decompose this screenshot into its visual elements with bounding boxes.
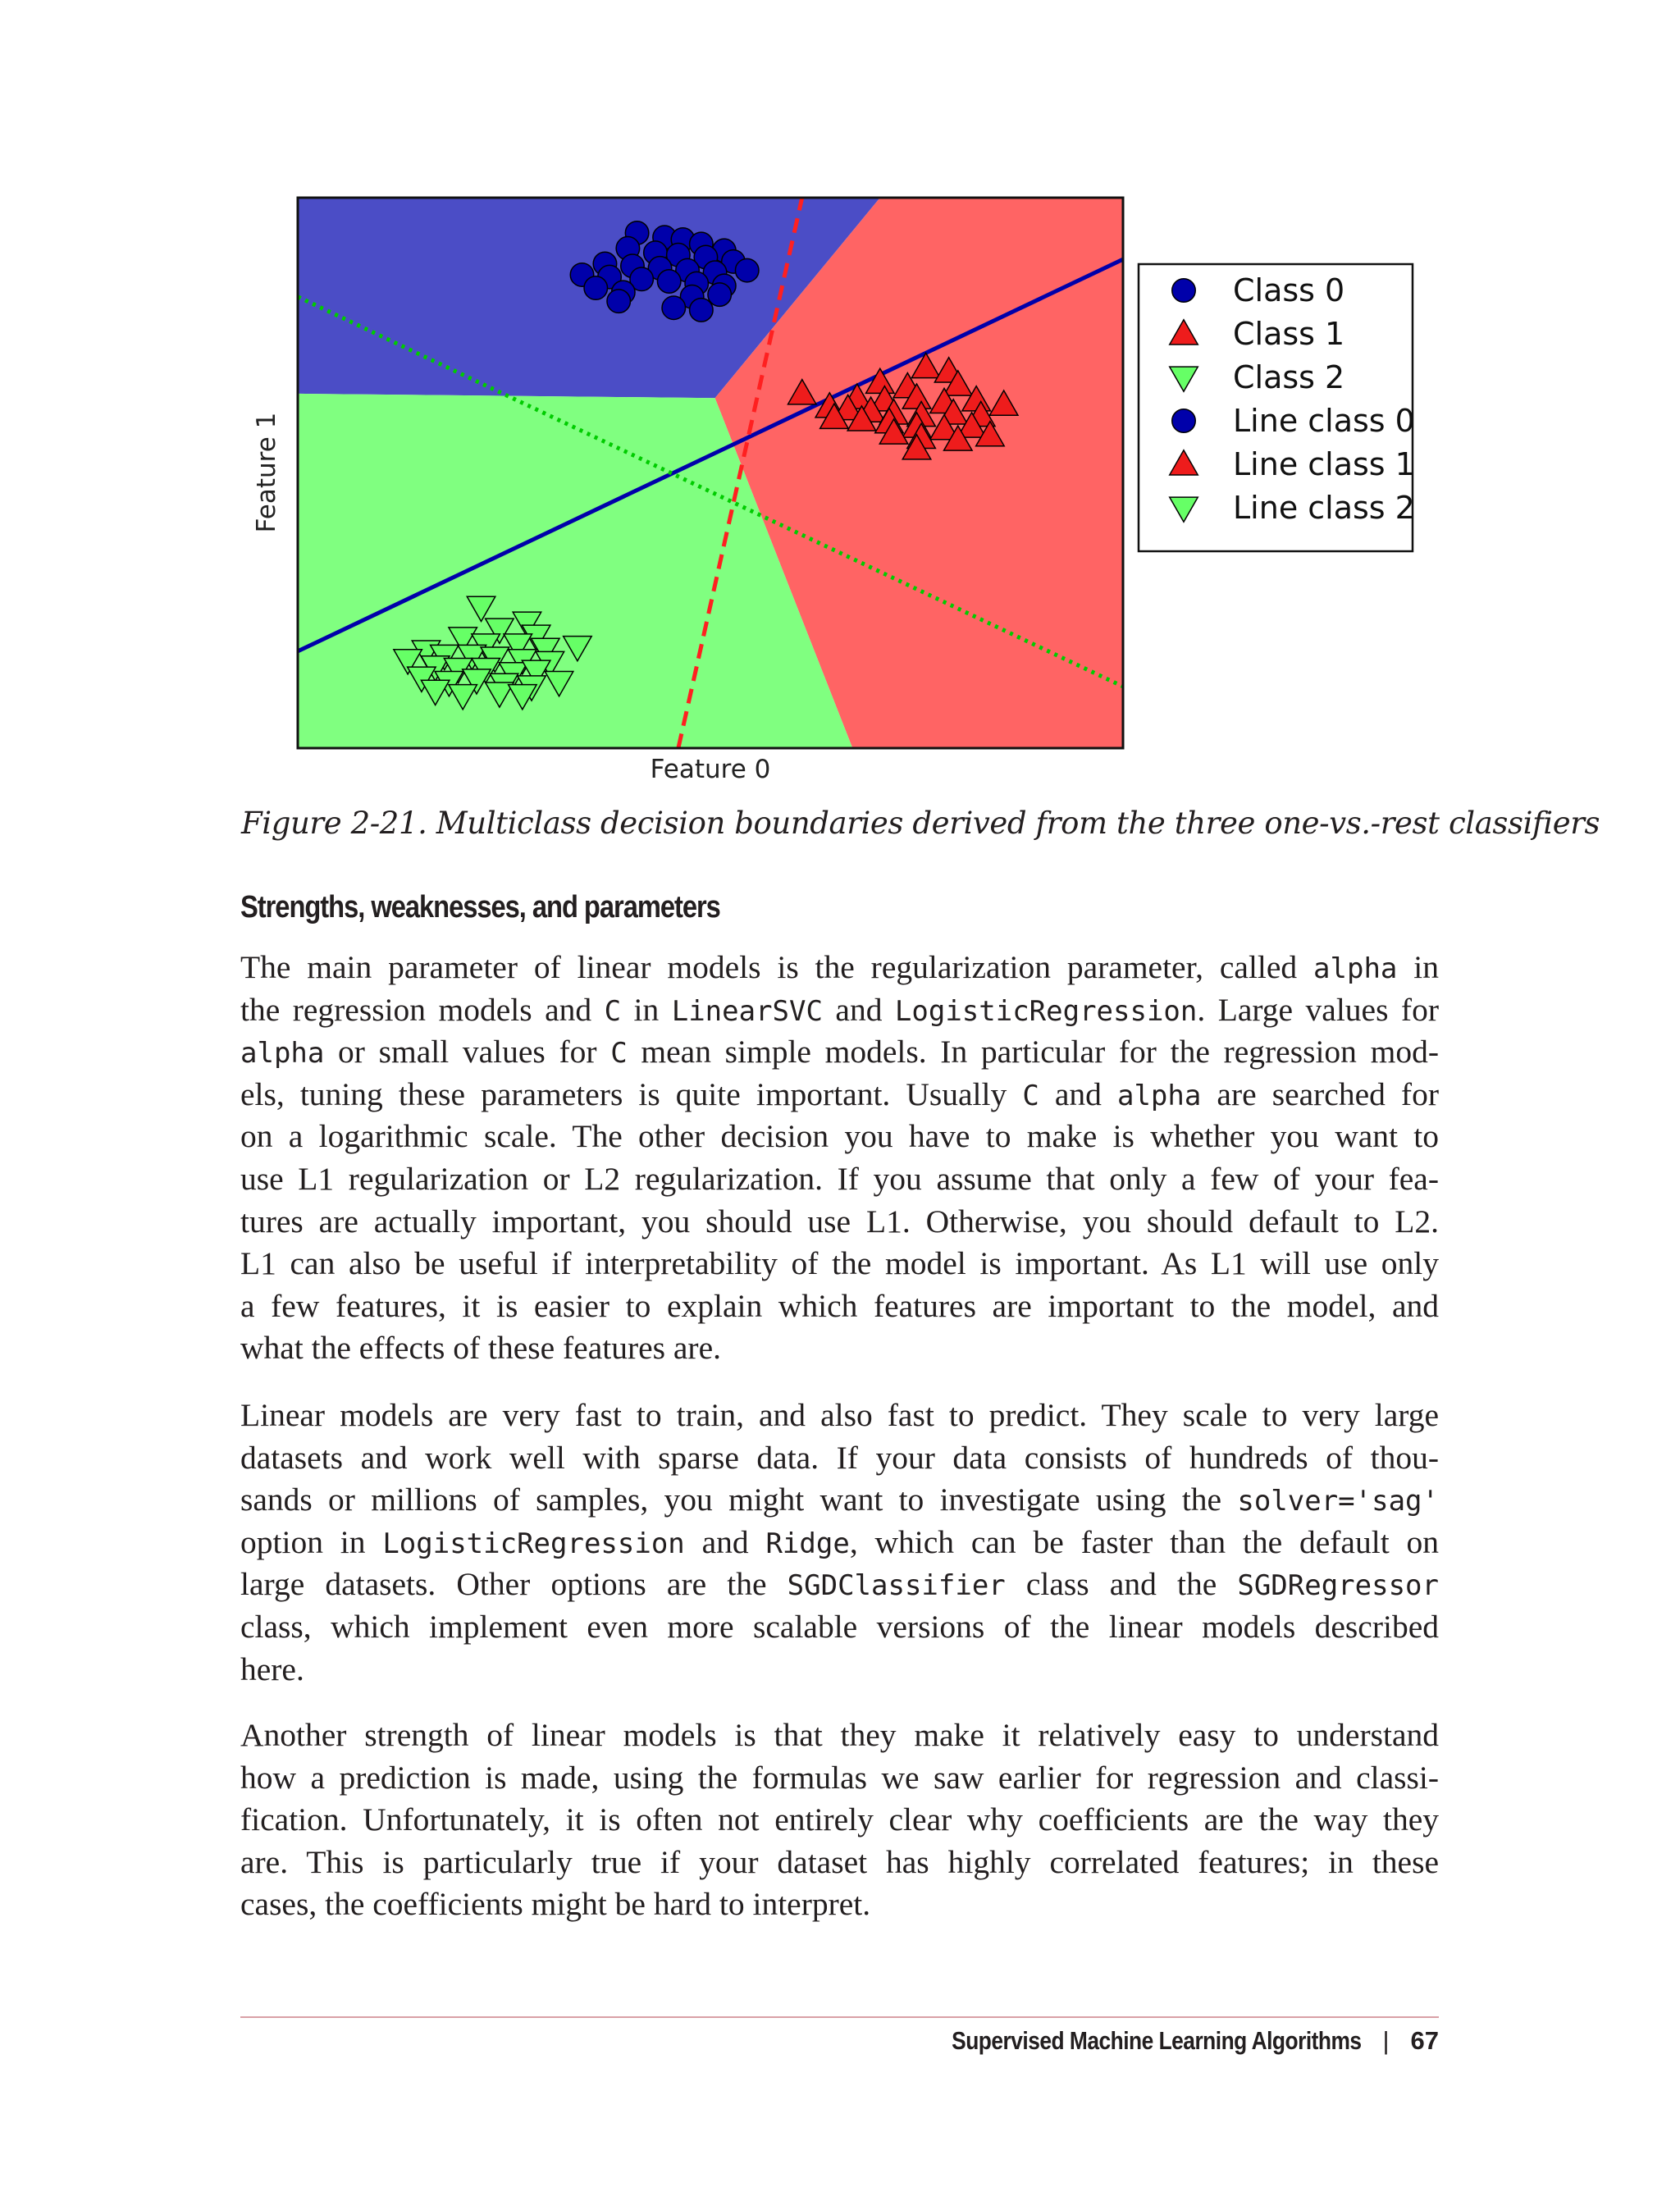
text-run: and [684, 1523, 766, 1560]
inline-code: solver='sag' [1237, 1485, 1439, 1518]
inline-code: Ridge [765, 1527, 850, 1560]
inline-code: LogisticRegression [382, 1527, 685, 1560]
text-run: tures are actually important, you should use L1. Otherwise, you should default to L2. [240, 1203, 1439, 1239]
text-run: The main parameter of linear models is the regularization parameter, called [240, 949, 1314, 985]
text-run: in [1397, 949, 1439, 985]
text-run: on a logarithmic scale. The other decision you have to make is whether you want to [240, 1118, 1439, 1155]
text-line [240, 1158, 1439, 1201]
text-run: are searched for [1201, 1075, 1439, 1112]
class-0-point [662, 296, 686, 320]
text-line [240, 1649, 1439, 1691]
text-run: class, which implement even more scalable versions of the linear models described [240, 1608, 1439, 1645]
text-line [240, 1074, 1439, 1116]
text-run: els, tuning these parameters is quite important. Usually [240, 1075, 1023, 1112]
text-run: and [1039, 1075, 1117, 1112]
inline-code: C [1022, 1079, 1039, 1112]
text-run: , which can be faster than the default on [849, 1523, 1439, 1560]
text-line [240, 947, 1439, 989]
section-heading: Strengths, weaknesses, and parameters [240, 890, 720, 924]
text-run: a few features, it is easier to explain which features are important to the model, and [240, 1287, 1439, 1324]
text-line [240, 1799, 1439, 1842]
text-line [240, 1757, 1439, 1800]
legend-entry: Class 2 [1233, 359, 1345, 395]
text-line [240, 1883, 1439, 1926]
text-line [240, 1606, 1439, 1649]
text-run: in [621, 991, 672, 1028]
text-run: L1 can also be useful if interpretability of the model is important. As L1 will use only [240, 1245, 1439, 1282]
legend-entry: Class 1 [1233, 316, 1345, 352]
text-run: sands or millions of samples, you might want to investigate using the [240, 1481, 1238, 1518]
text-line [240, 1842, 1439, 1884]
legend-marker-0 [1172, 279, 1196, 303]
footer-rule [240, 2016, 1439, 2018]
text-run: option in [240, 1523, 383, 1560]
figure-2-21 [238, 189, 1427, 796]
text-run: datasets and work well with sparse data. If your data consists of hundreds of thou- [240, 1439, 1439, 1476]
paragraph-speed [240, 1395, 1439, 1691]
text-run: . Large values for [1197, 991, 1439, 1028]
text-line [240, 1285, 1439, 1328]
running-head: Supervised Machine Learning Algorithms [952, 2026, 1362, 2055]
text-line [240, 1031, 1439, 1074]
inline-code: C [604, 994, 622, 1028]
text-run: Another strength of linear models is that they make it relatively easy to understand [240, 1717, 1439, 1753]
text-run: cases, the coefficients might be hard to interpret. [240, 1886, 871, 1923]
inline-code: C [610, 1037, 628, 1071]
text-run: here. [240, 1650, 304, 1687]
class-0-point [735, 258, 759, 282]
inline-code: SGDRegressor [1237, 1569, 1439, 1603]
class-0-point [607, 290, 631, 313]
text-run: what the effects of these features are. [240, 1330, 721, 1367]
inline-code: alpha [1313, 952, 1398, 985]
class-0-point [690, 299, 714, 322]
figure-caption: Figure 2-21. Multiclass decision boundaries derived from the three one-vs.-rest classifiers [241, 806, 1600, 841]
text-run: mean simple models. In particular for the regression mod- [627, 1034, 1439, 1071]
inline-code: LinearSVC [671, 994, 823, 1028]
y-axis-label: Feature 1 [252, 412, 281, 533]
legend-entry: Class 0 [1233, 272, 1345, 308]
inline-code: SGDClassifier [787, 1569, 1006, 1603]
text-line [240, 1243, 1439, 1285]
footer-separator: | [1382, 2026, 1390, 2055]
inline-code: LogisticRegression [894, 994, 1198, 1028]
text-line [240, 1564, 1439, 1606]
text-run: the regression models and [240, 991, 605, 1028]
legend-marker-3 [1172, 409, 1196, 433]
legend-entry: Line class 2 [1233, 490, 1415, 526]
inline-code: alpha [240, 1037, 325, 1071]
class-0-point [708, 283, 732, 307]
text-run: large datasets. Other options are the [240, 1566, 788, 1603]
text-run: class and the [1005, 1566, 1238, 1603]
text-run: how a prediction is made, using the formulas we saw earlier for regression and classi- [240, 1759, 1439, 1796]
page-footer [879, 2026, 1439, 2056]
text-run: fication. Unfortunately, it is often not entirely clear why coefficients are the way they [240, 1801, 1439, 1838]
class-0-point [584, 276, 608, 300]
inline-code: alpha [1116, 1079, 1202, 1112]
page-number: 67 [1410, 2026, 1439, 2055]
legend [1139, 264, 1415, 551]
text-line [240, 1116, 1439, 1158]
text-line [240, 1201, 1439, 1244]
text-run: Linear models are very fast to train, and also fast to predict. They scale to very large [240, 1397, 1439, 1433]
text-run: and [822, 991, 895, 1028]
text-run: are. This is particularly true if your dataset has highly correlated features; in these [240, 1843, 1439, 1880]
text-line [240, 1327, 1439, 1370]
text-line [240, 989, 1439, 1032]
legend-entry: Line class 1 [1233, 446, 1415, 482]
text-line [240, 1479, 1439, 1522]
text-line [240, 1395, 1439, 1437]
text-line [240, 1437, 1439, 1480]
text-run: or small values for [324, 1034, 611, 1071]
x-axis-label: Feature 0 [650, 755, 771, 784]
decision-boundary-chart [238, 189, 1427, 796]
class-0-point [657, 270, 681, 294]
paragraph-parameters [240, 947, 1439, 1370]
text-line [240, 1714, 1439, 1757]
paragraph-interpretability [240, 1714, 1439, 1926]
text-run: use L1 regularization or L2 regularization. If you assume that only a few of your fea- [240, 1160, 1439, 1197]
legend-entry: Line class 0 [1233, 403, 1415, 439]
text-line [240, 1522, 1439, 1564]
